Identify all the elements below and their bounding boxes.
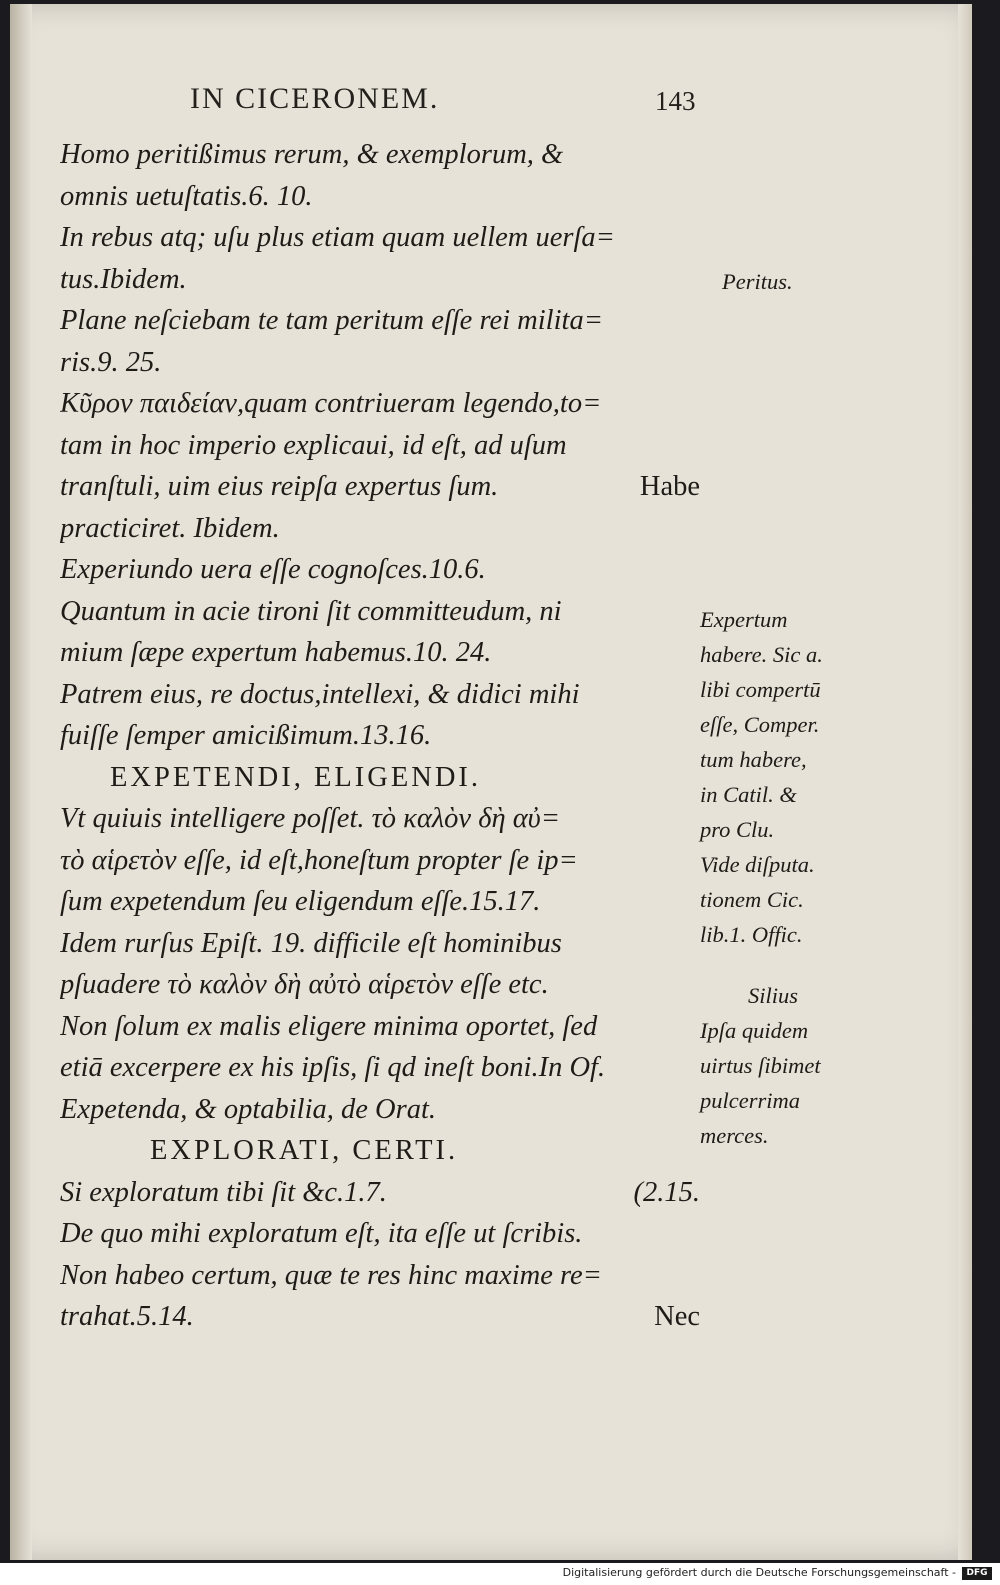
text-line: tus.Ibidem. — [60, 263, 187, 295]
margin-line: pulcerrima — [700, 1088, 800, 1113]
text-line: Non ſolum ex malis eligere minima oportet, ſed — [60, 1010, 598, 1042]
digitization-footer — [0, 1563, 1000, 1585]
section-heading: EXPLORATI, CERTI. — [150, 1135, 459, 1166]
margin-line: libi compertū — [700, 677, 821, 702]
reference-2-15: (2.15. — [633, 1176, 700, 1208]
text-line: mium ſæpe expertum habemus.10. 24. — [60, 637, 492, 668]
text-line-with-ref — [60, 1172, 700, 1214]
margin-line: tionem Cic. — [700, 887, 804, 912]
text-line: Expetenda, & optabilia, de Orat. — [60, 1093, 436, 1125]
margin-line: uirtus ſibimet — [700, 1053, 821, 1078]
text-line: pſuadere τὸ καλὸν δὴ αὐτὸ αἱρετὸν eſſe etc. — [60, 969, 549, 1000]
text-line: Quantum in acie tironi ſit committeudum, ni — [60, 595, 562, 627]
catchword: Nec — [654, 1301, 700, 1332]
text-line: Idem rurſus Epiſt. 19. difficile eſt hominibus — [60, 927, 562, 959]
text-line: Vt quiuis intelligere poſſet. τὸ καλὸν δὴ αὐ= — [60, 803, 560, 834]
margin-line: Silius — [748, 983, 799, 1008]
margin-line: pro Clu. — [700, 817, 775, 842]
text-line: trahat.5.14. — [60, 1301, 194, 1332]
margin-note-silius — [700, 978, 821, 1153]
section-heading: EXPETENDI, ELIGENDI. — [110, 761, 482, 793]
page-edge-shadow — [958, 4, 972, 1560]
text-line: omnis uetuſtatis.6. 10. — [60, 180, 313, 212]
text-line: ris.9. 25. — [60, 346, 162, 378]
text-line: practiciret. Ibidem. — [60, 512, 280, 544]
text-line: tam in hoc imperio explicaui, id eſt, ad uſum — [60, 429, 567, 461]
text-line: tranſtuli, uim eius reipſa expertus ſum. — [60, 471, 499, 502]
text-line: In rebus atq; uſu plus etiam quam uellem uerſa= — [60, 222, 615, 253]
text-line: fuiſſe ſemper amicißimum.13.16. — [60, 720, 432, 751]
margin-note-expertum — [700, 602, 823, 952]
text-line-with-word — [60, 466, 700, 508]
text-line: Κῦρον παιδείαν,quam contriueram legendo,to= — [60, 388, 602, 419]
margin-line: Expertum — [700, 607, 788, 632]
text-line: De quo mihi exploratum eſt, ita eſſe ut ſcribis. — [60, 1218, 583, 1249]
margin-line: Ipſa quidem — [700, 1018, 809, 1043]
margin-note-peritus — [722, 264, 793, 299]
funding-note: Digitalisierung gefördert durch die Deutsche Forschungsgemeinschaft - — [562, 1566, 956, 1579]
text-line: Plane neſciebam te tam peritum eſſe rei milita= — [60, 305, 603, 336]
page-number: 143 — [655, 86, 696, 116]
page-gutter-shadow — [10, 4, 32, 1560]
margin-line: in Catil. & — [700, 782, 797, 807]
margin-line: eſſe, Comper. — [700, 712, 820, 737]
text-line: Patrem eius, re doctus,intellexi, & didici mihi — [60, 678, 580, 710]
margin-line: lib.1. Offic. — [700, 922, 803, 947]
text-line: ſum expetendum ſeu eligendum eſſe.15.17. — [60, 886, 541, 917]
margin-line: habere. Sic a. — [700, 642, 823, 667]
running-header: IN CICERONEM. — [190, 82, 440, 115]
text-line: τὸ αἱρετὸν eſſe, id eſt,honeſtum propter ſe ip= — [60, 844, 578, 876]
margin-line: merces. — [700, 1123, 769, 1148]
margin-line: tum habere, — [700, 747, 807, 772]
text-line-with-catchword — [60, 1296, 700, 1338]
dfg-logo-icon: DFG — [962, 1567, 992, 1580]
text-line: Si exploratum tibi ſit &c.1.7. — [60, 1176, 387, 1208]
main-text-column — [60, 134, 700, 1338]
text-line: Non habeo certum, quæ te res hinc maxime re= — [60, 1259, 602, 1291]
habe-word: Habe — [639, 471, 700, 502]
text-line: Homo peritißimus rerum, & exemplorum, & — [60, 139, 564, 170]
margin-line: Vide diſputa. — [700, 852, 815, 877]
text-line: Experiundo uera eſſe cognoſces.10.6. — [60, 554, 486, 585]
margin-line: Peritus. — [722, 269, 793, 294]
text-line: etiā excerpere ex his ipſis, ſi qd ineſt boni.In Of. — [60, 1052, 606, 1083]
